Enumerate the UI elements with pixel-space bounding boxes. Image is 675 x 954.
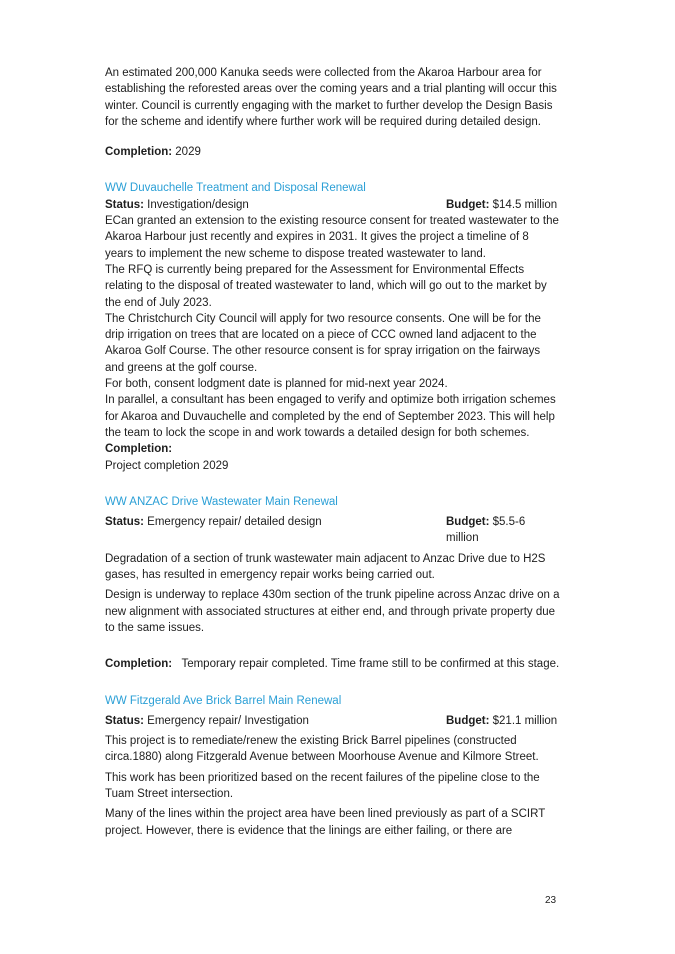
body-paragraph: Design is underway to replace 430m section of the trunk pipeline across Anzac drive on a new alignment with associated structures at either end, and through private property due to the same issues. (105, 589, 560, 634)
status-value: Investigation/design (143, 198, 249, 211)
page-number: 23 (545, 895, 557, 906)
completion-label: Completion: (105, 146, 173, 159)
section-heading-duvauchelle: WW Duvauchelle Treatment and Disposal Renewal (105, 182, 366, 195)
completion-value: 2029 (172, 146, 201, 159)
status-value: Emergency repair/ Investigation (143, 714, 309, 727)
status-value: Emergency repair/ detailed design (143, 516, 322, 529)
body-paragraph: In parallel, a consultant has been engaged to verify and optimize both irrigation schemes for Akaroa and Duvauchelle and completed by the end of September 2023. This will help the team to lock the scope in and work towards a detailed design for both schemes. (105, 394, 556, 439)
budget-value: $5.5-6 million (446, 516, 526, 545)
section-heading-fitzgerald: WW Fitzgerald Ave Brick Barrel Main Renewal (105, 694, 342, 707)
status-row (105, 197, 560, 213)
section-heading-anzac: WW ANZAC Drive Wastewater Main Renewal (105, 495, 338, 508)
body-paragraph: The RFQ is currently being prepared for the Assessment for Environmental Effects relating to the disposal of treated wastewater to land, which will go out to the market by the end of July 2023. (105, 263, 547, 309)
intro-paragraph: An estimated 200,000 Kanuka seeds were collected from the Akaroa Harbour area for establishing the reforested areas over the coming years and a trial planting will occur this winter. Council is currently engaging with the market to further develop the Design Basis for the scheme and identify where further work will be required during detailed design. (105, 67, 557, 128)
body-paragraph: Many of the lines within the project area have been lined previously as part of a SCIRT project. However, there is evidence that the linings are either failing, or there are (105, 808, 546, 837)
body-paragraph: This project is to remediate/renew the existing Brick Barrel pipelines (constructed circa.1880) along Fitzgerald Avenue between Moorhouse Avenue and Kilmore Street. (105, 735, 539, 764)
completion-label: Completion: (105, 443, 173, 456)
status-label: Status: (105, 714, 144, 727)
completion-line (105, 656, 560, 672)
completion-label: Completion: (105, 658, 173, 671)
status-label: Status: (105, 198, 144, 211)
budget-label: Budget: (446, 516, 490, 529)
status-label: Status: (105, 516, 144, 529)
body-paragraph: ECan granted an extension to the existing resource consent for treated wastewater to the Akaroa Harbour just recently and expires in 2031. It gives the project a timeline of 8 years to implement the new scheme to dispose treated wastewater to land. (105, 215, 559, 260)
completion-value: Project completion 2029 (105, 459, 229, 472)
completion-heading (105, 441, 560, 457)
budget-value: $21.1 million (489, 714, 558, 727)
body-paragraph: For both, consent lodgment date is planned for mid-next year 2024. (105, 378, 448, 391)
document-page (105, 65, 560, 839)
status-row (105, 713, 560, 729)
intro-completion (105, 144, 560, 160)
status-row (105, 514, 560, 547)
budget-value: $14.5 million (489, 198, 558, 211)
budget-label: Budget: (446, 198, 490, 211)
completion-value: Temporary repair completed. Time frame still to be confirmed at this stage. (172, 658, 560, 671)
body-paragraph: The Christchurch City Council will apply for two resource consents. One will be for the drip irrigation on trees that are located on a piece of CCC owned land adjacent to the Akaroa Golf Course. The other resource consent is for spray irrigation on the fairways and greens at the golf course. (105, 312, 541, 374)
body-paragraph: Degradation of a section of trunk wastewater main adjacent to Anzac Drive due to H2S gases, has resulted in emergency repair works being carried out. (105, 552, 546, 582)
body-paragraph: This work has been prioritized based on the recent failures of the pipeline close to the Tuam Street intersection. (105, 771, 540, 800)
budget-label: Budget: (446, 714, 490, 727)
